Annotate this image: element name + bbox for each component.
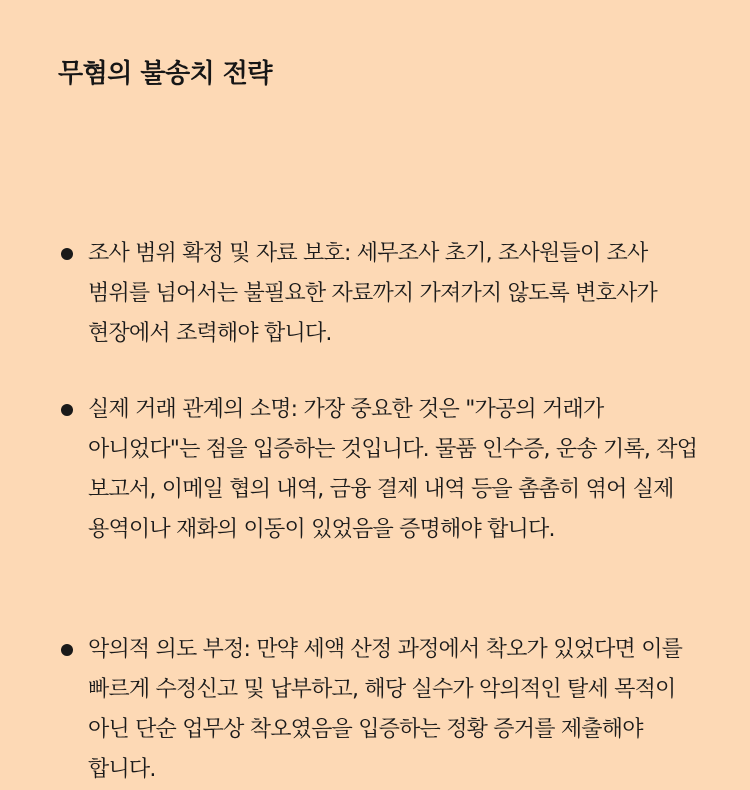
bullet-icon [61,248,73,260]
list-item-text: 조사 범위 확정 및 자료 보호: 세무조사 초기, 조사원들이 조사 범위를 넘어서는 불필요한 자료까지 가져가지 않도록 변호사가 현장에서 조력해야 합니다. [88,241,657,346]
list-item-text: 악의적 의도 부정: 만약 세액 산정 과정에서 착오가 있었다면 이를 빠르게 수정신고 및 납부하고, 해당 실수가 악의적인 탈세 목적이 아닌 단순 업무상 착오였음을 입증하는 정황 증거를 제출해야 합니다. [88,637,683,782]
list-item [58,390,698,550]
list-item [58,234,698,354]
list-item [58,630,698,790]
page-title: 무혐의 불송치 전략 [58,59,273,89]
bullet-icon [61,404,73,416]
bullet-icon [61,644,73,656]
list-item-text: 실제 거래 관계의 소명: 가장 중요한 것은 "가공의 거래가 아니었다"는 점을 입증하는 것입니다. 물품 인수증, 운송 기록, 작업 보고서, 이메일 협의 내역, 금융 결제 내역 등을 촘촘히 엮어 실제 용역이나 재화의 이동이 있었음을 증명해야 합니다. [88,397,698,542]
